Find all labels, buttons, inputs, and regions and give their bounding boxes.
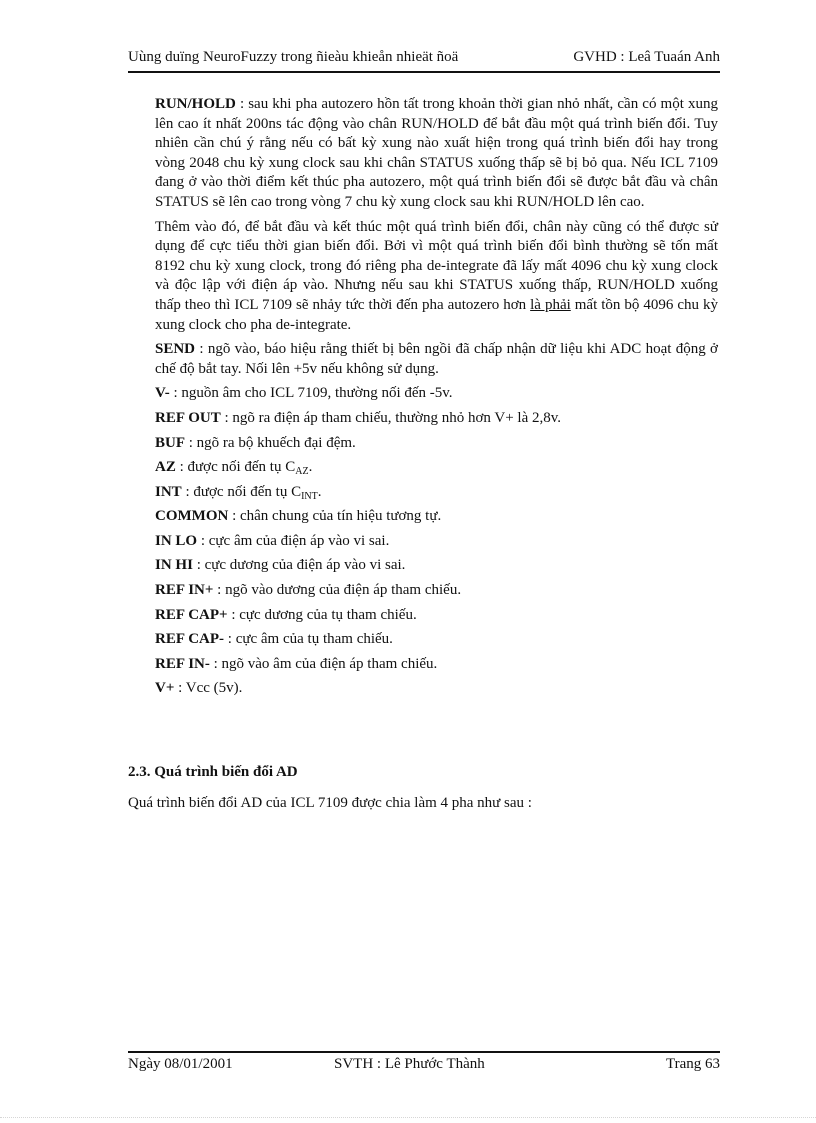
pin-desc: : ngõ vào dương của điện áp tham chiếu. <box>213 582 462 599</box>
section-intro: Quá trình biến đổi AD của ICL 7109 được chia làm 4 pha như sau : <box>128 795 532 811</box>
pin-desc: : Vcc (5v). <box>174 680 243 697</box>
send-term: SEND <box>155 341 196 358</box>
pin-item <box>155 581 718 601</box>
document-body <box>155 95 718 704</box>
pin-item <box>155 409 718 429</box>
pin-desc-end: . <box>308 459 313 476</box>
pin-item <box>155 458 718 478</box>
pin-item <box>155 630 718 650</box>
run-hold-text: : sau khi pha autozero hồn tất trong khoản thời gian nhỏ nhất, cần có một xung lên cao ít nhất 200ns tác động vào chân RUN/HOLD để bắt đầu một quá trình biến đổi. Tuy nhiên cần chú ý rằng nếu có bất kỳ xung nào xuất hiện trong quá trình biến đổi hay trong vòng 2048 chu kỳ xung clock sau khi chân STATUS xuống thấp sẽ bị bỏ qua. Nếu ICL 7109 đang ở vào thời điểm kết thúc pha autozero, một quá trình biến đổi sẽ được bắt đầu và chân STATUS sẽ lên cao trong vòng 7 chu kỳ xung clock sau khi RUN/HOLD lên cao. <box>155 96 718 210</box>
header-advisor: GVHD : Leâ Tuaán Anh <box>573 49 720 65</box>
run-hold-paragraph <box>155 95 718 213</box>
pin-desc: : ngõ ra bộ khuếch đại đệm. <box>185 434 356 451</box>
pin-item <box>155 606 718 626</box>
pin-term: REF IN+ <box>155 582 214 599</box>
pin-term: REF IN- <box>155 655 210 672</box>
header-title: Uùng duïng NeuroFuzzy trong ñieàu khieån nhieät ñoä <box>128 49 459 65</box>
pin-term: REF CAP- <box>155 631 225 648</box>
pin-desc: : ngõ ra điện áp tham chiếu, thường nhỏ hơn V+ là 2,8v. <box>220 409 562 426</box>
pin-term: V- <box>155 385 170 402</box>
page-header <box>128 47 720 69</box>
pin-desc: : cực âm của tụ tham chiếu. <box>224 631 393 648</box>
pin-desc: : cực âm của điện áp vào vi sai. <box>197 532 390 549</box>
pin-desc-end: . <box>317 483 322 500</box>
send-text: : ngõ vào, báo hiệu rằng thiết bị bên ngồi đã chấp nhận dữ liệu khi ADC hoạt động ở chế độ bắt tay. Nối lên +5v nếu không sử dụng. <box>155 341 718 377</box>
pin-term: REF CAP+ <box>155 606 228 623</box>
pin-item <box>155 655 718 675</box>
pin-item <box>155 679 718 699</box>
them-underlined: là phải <box>530 296 571 313</box>
footer-student: SVTH : Lê Phước Thành <box>334 1056 485 1072</box>
pin-desc: : ngõ vào âm của điện áp tham chiếu. <box>209 655 438 672</box>
header-rule <box>128 71 720 73</box>
pin-desc: : được nối đến tụ C <box>181 483 302 500</box>
pin-term: IN HI <box>155 557 193 574</box>
pin-term: AZ <box>155 459 176 476</box>
pin-desc: : cực dương của điện áp vào vi sai. <box>192 557 406 574</box>
run-hold-term: RUN/HOLD <box>155 96 236 112</box>
pin-term: V+ <box>155 680 175 697</box>
pin-item <box>155 483 718 503</box>
pin-term: IN LO <box>155 532 198 549</box>
pin-desc: : cực dương của tụ tham chiếu. <box>227 606 417 623</box>
pin-item <box>155 532 718 552</box>
footer-rule <box>128 1051 720 1053</box>
pin-item <box>155 556 718 576</box>
footer-date: Ngày 08/01/2001 <box>128 1056 233 1072</box>
pin-desc: : chân chung của tín hiệu tương tự. <box>228 508 442 525</box>
pin-subscript: AZ <box>295 466 309 478</box>
pin-term: INT <box>155 483 182 500</box>
them-paragraph <box>155 218 718 336</box>
pin-item <box>155 384 718 404</box>
pin-item <box>155 434 718 454</box>
pin-term: REF OUT <box>155 409 221 426</box>
pin-desc: : được nối đến tụ C <box>175 459 296 476</box>
footer-page-number: Trang 63 <box>665 1056 720 1072</box>
page-footer <box>128 1056 720 1076</box>
send-paragraph <box>155 340 718 379</box>
them-text-2: mất tồn bộ 4096 chu kỳ xung clock cho pha de-integrate. <box>155 296 718 333</box>
pin-item <box>155 507 718 527</box>
them-text-1: Thêm vào đó, để bắt đầu và kết thúc một quá trình biến đổi, chân này cũng có thể được sử dụng để cực tiểu thời gian biến đổi. Bởi vì một quá trình biến đổi bình thường sẽ tốn mất 8192 chu kỳ xung clock, trong đó riêng pha de-integrate đã lấy mất 4096 chu kỳ xung clock và độc lập với điện áp vào. Nhưng nếu sau khi STATUS xuống thấp, RUN/HOLD xuống thấp theo thì ICL 7109 sẽ nhảy tức thời đến pha autozero hơn <box>155 218 718 313</box>
pin-term: BUF <box>155 434 185 451</box>
pin-term: COMMON <box>155 508 229 525</box>
pin-subscript: INT <box>301 490 318 502</box>
section-heading: 2.3. Quá trình biến đổi AD <box>128 764 298 780</box>
page-edge-divider <box>0 1117 816 1118</box>
pin-desc: : nguồn âm cho ICL 7109, thường nối đến -5v. <box>169 385 453 402</box>
